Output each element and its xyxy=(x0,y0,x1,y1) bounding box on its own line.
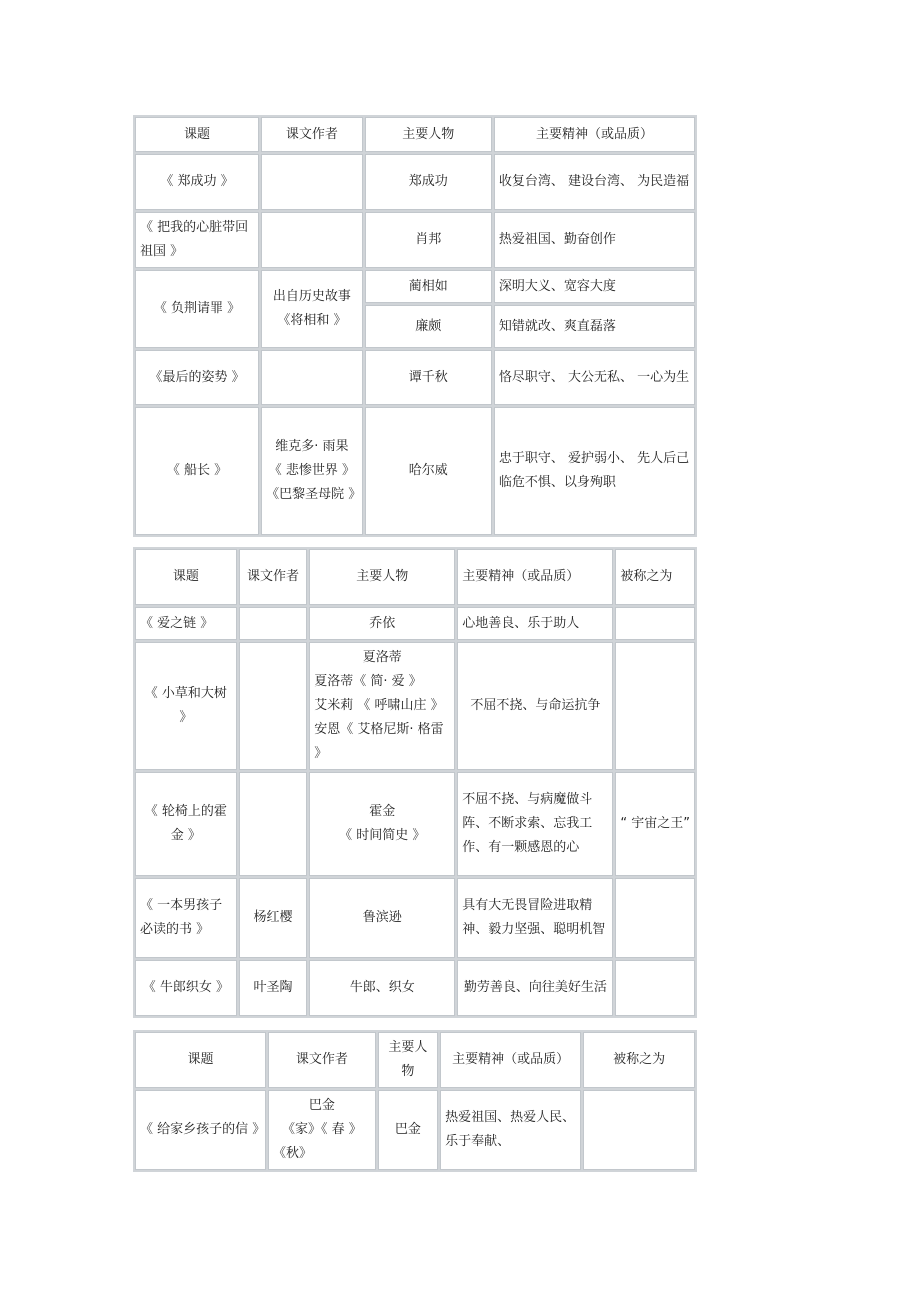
header-cell: 被称之为 xyxy=(583,1032,695,1088)
table-row xyxy=(135,350,695,405)
person-line: 霍金 xyxy=(369,804,396,819)
spirit-cell: 勤劳善良、向往美好生活 xyxy=(457,960,613,1016)
called-cell xyxy=(615,607,695,640)
author-cell xyxy=(261,212,363,268)
author-line: 《秋》 xyxy=(272,1146,312,1161)
header-cell: 主要精神（或品质） xyxy=(494,117,695,152)
spirit-cell: 心地善良、乐于助人 xyxy=(457,607,613,640)
table-row xyxy=(135,960,695,1016)
header-cell: 课题 xyxy=(135,1032,266,1088)
lesson-title: 《 给家乡孩子的信 》 xyxy=(135,1090,266,1170)
author-line: 巴金 xyxy=(308,1098,335,1113)
spirit-cell: 热爱祖国、勤奋创作 xyxy=(494,212,695,268)
lesson-title: 《 小草和大树 》 xyxy=(135,642,237,770)
table-header-row xyxy=(135,1032,695,1088)
author-line: 《巴黎圣母院 》 xyxy=(266,487,362,502)
spirit-cell xyxy=(494,407,695,535)
header-cell: 主要精神（或品质） xyxy=(440,1032,581,1088)
lesson-table-1 xyxy=(133,115,697,537)
header-cell: 课文作者 xyxy=(261,117,363,152)
spirit-line: 忠于职守、 爱护弱小、 先人后己 xyxy=(498,451,690,466)
author-cell xyxy=(261,270,363,348)
lesson-table-3 xyxy=(133,1030,697,1172)
header-cell: 主要人物 xyxy=(378,1032,438,1088)
author-line: 《家》《 春 》 xyxy=(281,1122,362,1137)
lesson-title: 《 船长 》 xyxy=(135,407,259,535)
spirit-cell: 热爱祖国、热爱人民、乐于奉献、 xyxy=(440,1090,581,1170)
header-cell: 主要精神（或品质） xyxy=(457,549,613,605)
table-row xyxy=(135,212,695,268)
header-cell: 主要人物 xyxy=(309,549,455,605)
table-row xyxy=(135,878,695,958)
header-cell: 课题 xyxy=(135,549,237,605)
lesson-table-2 xyxy=(133,547,697,1018)
person-line: 安恩《 艾格尼斯· 格雷 》 xyxy=(314,722,444,761)
person-cell: 肖邦 xyxy=(365,212,492,268)
person-cell: 牛郎、织女 xyxy=(309,960,455,1016)
author-cell xyxy=(268,1090,376,1170)
author-line: 出自历史故事 xyxy=(272,289,351,304)
person-cell: 哈尔威 xyxy=(365,407,492,535)
person-cell: 巴金 xyxy=(378,1090,438,1170)
spirit-cell: 知错就改、爽直磊落 xyxy=(494,305,695,348)
called-cell xyxy=(615,960,695,1016)
spirit-cell: 收复台湾、 建设台湾、 为民造福 xyxy=(494,154,695,210)
person-cell: 廉颇 xyxy=(365,305,492,348)
lesson-title: 《 一本男孩子必读的书 》 xyxy=(135,878,237,958)
spirit-cell: 恪尽职守、 大公无私、 一心为生 xyxy=(494,350,695,405)
table-row xyxy=(135,154,695,210)
lesson-title: 《最后的姿势 》 xyxy=(135,350,259,405)
called-cell: “ 宇宙之王” xyxy=(615,772,695,876)
table-row xyxy=(135,642,695,770)
table-row xyxy=(135,1090,695,1170)
person-cell xyxy=(309,772,455,876)
author-cell: 叶圣陶 xyxy=(239,960,307,1016)
called-cell xyxy=(615,642,695,770)
author-cell xyxy=(261,154,363,210)
person-line: 夏洛蒂 xyxy=(362,650,402,665)
person-cell: 鲁滨逊 xyxy=(309,878,455,958)
spirit-cell: 不屈不挠、与病魔做斗阵、不断求索、忘我工作、有一颗感恩的心 xyxy=(457,772,613,876)
author-line: 《将相和 》 xyxy=(277,313,347,328)
table-row xyxy=(135,407,695,535)
spirit-cell: 具有大无畏冒险进取精神、毅力坚强、聪明机智 xyxy=(457,878,613,958)
header-cell: 课题 xyxy=(135,117,259,152)
spirit-cell: 不屈不挠、与命运抗争 xyxy=(457,642,613,770)
spirit-cell: 深明大义、宽容大度 xyxy=(494,270,695,303)
lesson-title: 《 郑成功 》 xyxy=(135,154,259,210)
table-header-row xyxy=(135,117,695,152)
author-cell xyxy=(239,772,307,876)
table-row xyxy=(135,270,695,303)
lesson-title: 《 牛郎织女 》 xyxy=(135,960,237,1016)
person-cell: 乔依 xyxy=(309,607,455,640)
person-cell: 郑成功 xyxy=(365,154,492,210)
lesson-title: 《 爱之链 》 xyxy=(135,607,237,640)
person-cell xyxy=(309,642,455,770)
person-line: 《 时间简史 》 xyxy=(339,828,426,843)
header-cell: 课文作者 xyxy=(239,549,307,605)
table-row xyxy=(135,607,695,640)
called-cell xyxy=(615,878,695,958)
spirit-line: 临危不惧、以身殉职 xyxy=(498,475,616,490)
author-cell xyxy=(239,642,307,770)
called-cell xyxy=(583,1090,695,1170)
author-cell xyxy=(239,607,307,640)
table-row xyxy=(135,772,695,876)
author-cell xyxy=(261,350,363,405)
lesson-title: 《 负荆请罪 》 xyxy=(135,270,259,348)
header-cell: 主要人物 xyxy=(365,117,492,152)
author-cell: 杨红樱 xyxy=(239,878,307,958)
table-header-row xyxy=(135,549,695,605)
person-cell: 蔺相如 xyxy=(365,270,492,303)
person-cell: 谭千秋 xyxy=(365,350,492,405)
author-line: 维克多· 雨果 xyxy=(275,439,349,454)
lesson-title: 《 把我的心脏带回祖国 》 xyxy=(135,212,259,268)
author-cell xyxy=(261,407,363,535)
person-line: 艾米莉 《 呼啸山庄 》 xyxy=(314,698,444,713)
lesson-title: 《 轮椅上的霍金 》 xyxy=(135,772,237,876)
person-line: 夏洛蒂《 简· 爱 》 xyxy=(314,674,422,689)
author-line: 《 悲惨世界 》 xyxy=(268,463,356,478)
header-cell: 课文作者 xyxy=(268,1032,376,1088)
header-cell: 被称之为 xyxy=(615,549,695,605)
